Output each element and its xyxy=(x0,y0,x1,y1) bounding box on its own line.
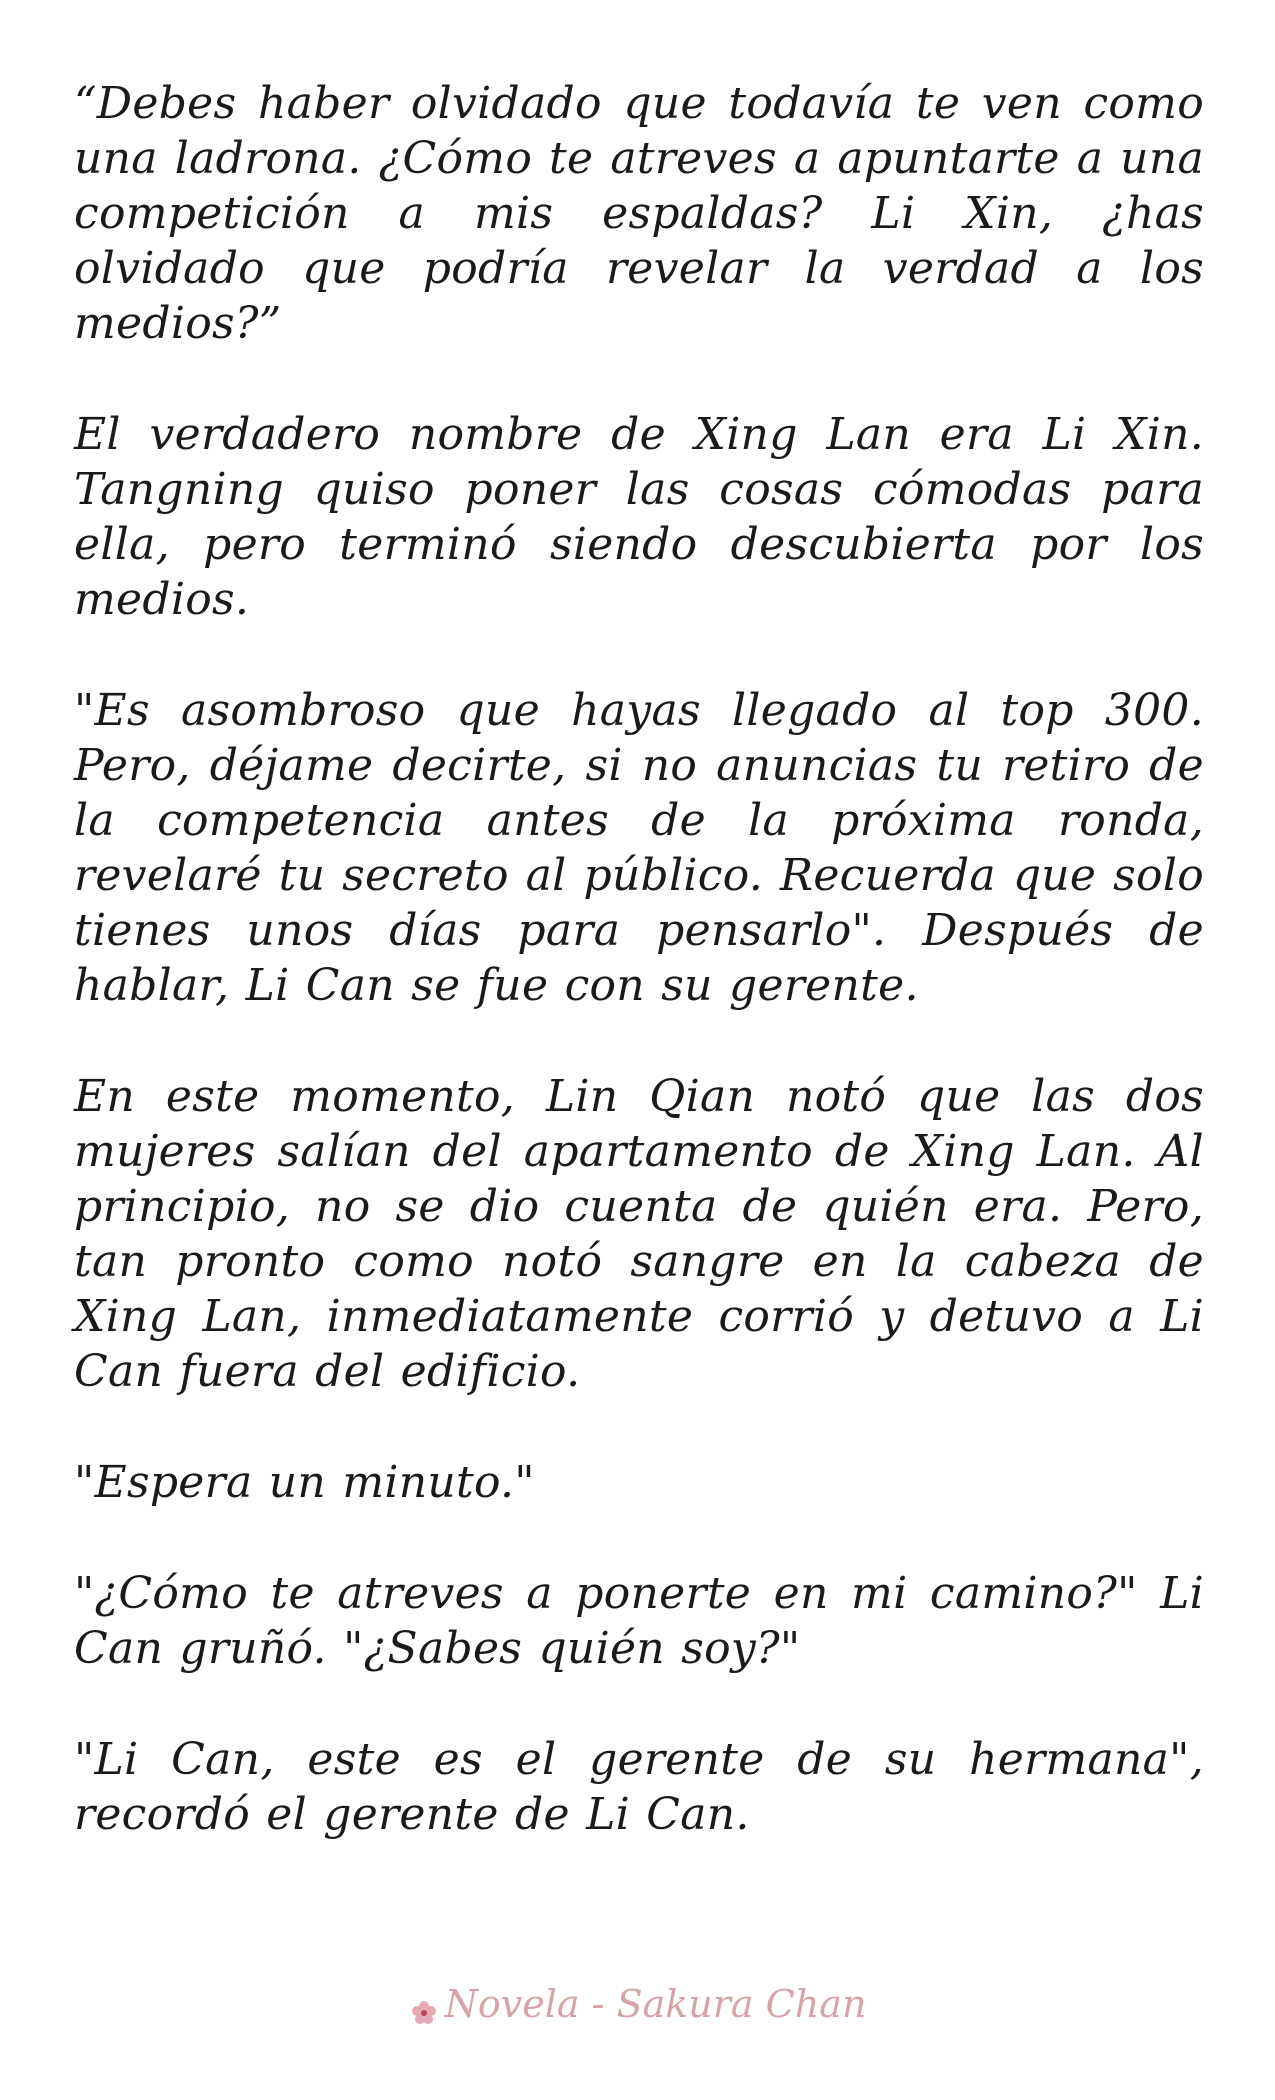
paragraph-3: "Es asombroso que hayas llegado al top 300. Pero, déjame decirte, si no anuncias tu retiro de la competencia antes de la próxima ronda, revelaré tu secreto al público. Recuerda que solo tienes unos días para pensarlo". Después de hablar, Li Can se fue con su gerente. xyxy=(74,685,1204,1011)
paragraph-7: "Li Can, este es el gerente de su hermana", recordó el gerente de Li Can. xyxy=(74,1734,1204,1840)
novel-text xyxy=(74,76,1204,1898)
watermark-footer xyxy=(0,1982,1275,2026)
watermark-text: Novela - Sakura Chan xyxy=(444,1982,867,2026)
paragraph-6: "¿Cómo te atreves a ponerte en mi camino?" Li Can gruñó. "¿Sabes quién soy?" xyxy=(74,1568,1204,1674)
paragraph-5: "Espera un minuto." xyxy=(74,1457,535,1508)
paragraph-2: El verdadero nombre de Xing Lan era Li Xin. Tangning quiso poner las cosas cómodas para ella, pero terminó siendo descubierta por los medios. xyxy=(74,409,1204,625)
sakura-flower-icon xyxy=(409,1993,439,2023)
paragraph-4: En este momento, Lin Qian notó que las dos mujeres salían del apartamento de Xing Lan. Al principio, no se dio cuenta de quién era. Pero, tan pronto como notó sangre en la cabeza de Xing Lan, inmediatamente corrió y detuvo a Li Can fuera del edificio. xyxy=(74,1071,1204,1397)
paragraph-1: “Debes haber olvidado que todavía te ven como una ladrona. ¿Cómo te atreves a apuntarte a una competición a mis espaldas? Li Xin, ¿has olvidado que podría revelar la verdad a los medios?” xyxy=(74,78,1204,349)
